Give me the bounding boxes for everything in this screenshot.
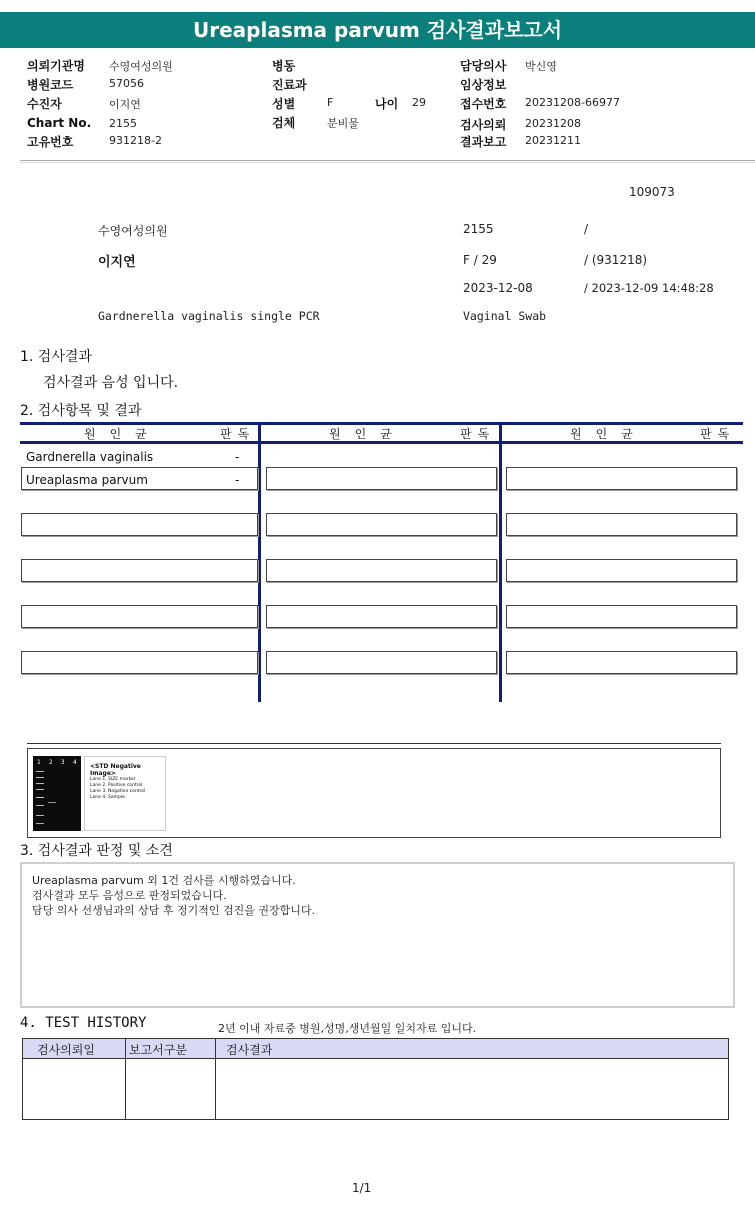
gel-legend-line: Lane 2. Positive control: [90, 783, 143, 788]
history-column-divider: [125, 1058, 126, 1119]
request-date-label: 검사의뢰: [460, 118, 507, 132]
pathogen-name: Ureaplasma parvum: [26, 473, 148, 487]
history-column-divider: [125, 1039, 126, 1059]
marker-band: [36, 805, 44, 806]
col-header-request-date: 검사의뢰일: [37, 1043, 95, 1057]
col-header-pathogen: 원인균: [329, 427, 406, 441]
gel-legend-line: Lane 4. Sample: [90, 795, 125, 800]
receipt-no-label: 접수번호: [460, 97, 507, 111]
request-date-value: 20231208: [525, 117, 581, 130]
info-separator: /: [584, 222, 589, 236]
info-collect-date: 2023-12-08: [463, 281, 533, 295]
gel-electrophoresis-image: [33, 756, 81, 831]
opinion-line: 검사결과 모두 음성으로 판정되었습니다.: [32, 889, 227, 902]
col-header-judge: 판독: [460, 427, 496, 441]
info-chart-no: 2155: [463, 222, 494, 236]
section4-title: 4. TEST HISTORY: [20, 1015, 147, 1031]
result-cell: [266, 605, 497, 628]
lane-number: 1: [37, 759, 41, 766]
col-header-pathogen: 원인균: [84, 427, 161, 441]
info-report-datetime: / 2023-12-09 14:48:28: [584, 281, 714, 295]
results-table-header-rule: [20, 441, 743, 444]
section1-summary: 검사결과 음성 입니다.: [43, 375, 179, 391]
marker-band: [36, 815, 44, 816]
col-header-judge: 판독: [700, 427, 736, 441]
result-cell: [21, 513, 258, 536]
results-column-divider: [258, 422, 261, 702]
pathogen-result: -: [235, 473, 240, 487]
specimen-label: 검체: [272, 116, 296, 130]
report-date-value: 20231211: [525, 134, 581, 147]
info-sex-age: F / 29: [463, 253, 497, 267]
marker-band: [36, 777, 44, 778]
col-header-judge: 판독: [220, 427, 256, 441]
result-cell: [21, 605, 258, 628]
result-cell: [266, 467, 497, 490]
section3-title: 3. 검사결과 판정 및 소견: [20, 843, 173, 859]
chart-no-value: 2155: [109, 117, 137, 130]
report-title: Ureaplasma parvum 검사결과보고서: [0, 12, 755, 48]
opinion-line: Ureaplasma parvum 외 1건 검사를 시행하였습니다.: [32, 874, 296, 887]
clinical-info-label: 임상정보: [460, 78, 507, 92]
page-number: 1/1: [352, 1181, 372, 1195]
sex-value: F: [327, 96, 334, 109]
history-table-body: [22, 1058, 729, 1120]
result-cell: [21, 559, 258, 582]
result-cell: [266, 513, 497, 536]
section2-title: 2. 검사항목 및 결과: [20, 403, 142, 419]
marker-band: [36, 789, 44, 790]
positive-band: [48, 802, 56, 803]
history-column-divider: [215, 1039, 216, 1059]
unique-no-label: 고유번호: [27, 135, 74, 149]
history-table-header: [22, 1038, 729, 1059]
opinion-box: [20, 862, 735, 1008]
doctor-value: 박신영: [525, 60, 557, 73]
marker-band: [36, 771, 44, 772]
result-cell: [506, 513, 737, 536]
ward-label: 병동: [272, 59, 296, 73]
result-cell: [506, 559, 737, 582]
patient-label: 수진자: [27, 97, 62, 111]
result-cell: [266, 559, 497, 582]
patient-value: 이지연: [109, 98, 141, 111]
history-column-divider: [215, 1058, 216, 1119]
gel-legend-line: Lane 3. Negative control: [90, 789, 146, 794]
hospital-code-value: 57056: [109, 77, 144, 90]
section1-title: 1. 검사결과: [20, 349, 92, 365]
result-cell: [506, 651, 737, 674]
institution-value: 수영여성의원: [109, 60, 173, 73]
result-cell: [266, 651, 497, 674]
doctor-label: 담당의사: [460, 59, 507, 73]
chart-no-label: Chart No.: [27, 116, 92, 130]
result-cell: [506, 605, 737, 628]
gel-legend-line: Lane 1. SIZE marker: [90, 777, 136, 782]
info-patient-name: 이지연: [98, 255, 136, 270]
sex-label: 성별: [272, 97, 296, 111]
gel-legend-title: <STD Negative Image>: [90, 763, 141, 777]
info-specimen: Vaginal Swab: [463, 309, 547, 323]
info-test-name: Gardnerella vaginalis single PCR: [98, 309, 320, 323]
report-code: 109073: [629, 185, 675, 199]
institution-label: 의뢰기관명: [27, 59, 85, 73]
results-column-divider: [499, 422, 502, 702]
marker-band: [36, 783, 44, 784]
image-top-rule: [27, 743, 721, 744]
pathogen-name: Gardnerella vaginalis: [26, 450, 154, 464]
col-header-report-type: 보고서구분: [129, 1043, 187, 1057]
gel-legend-panel: [84, 756, 166, 831]
receipt-no-value: 20231208-66977: [525, 96, 620, 109]
age-label: 나이: [375, 97, 399, 111]
unique-no-value: 931218-2: [109, 134, 162, 147]
opinion-line: 담당 의사 선생님과의 상담 후 정기적인 검진을 권장합니다.: [32, 904, 315, 917]
hospital-code-label: 병원코드: [27, 78, 74, 92]
report-date-label: 결과보고: [460, 135, 507, 149]
info-clinic: 수영여성의원: [98, 224, 168, 238]
result-cell: [506, 467, 737, 490]
dept-label: 진료과: [272, 78, 307, 92]
lane-number: 3: [61, 759, 65, 766]
history-note: 2년 이내 자료중 병원,성명,생년월일 일치자료 입니다.: [218, 1022, 477, 1035]
lane-number: 2: [49, 759, 53, 766]
result-cell: [21, 651, 258, 674]
pathogen-result: -: [235, 450, 240, 464]
col-header-result: 검사결과: [226, 1043, 273, 1057]
info-birth: / (931218): [584, 253, 648, 267]
marker-band: [36, 797, 44, 798]
lane-number: 4: [73, 759, 77, 766]
col-header-pathogen: 원인균: [570, 427, 647, 441]
age-value: 29: [412, 96, 426, 109]
marker-band: [36, 823, 44, 824]
header-divider: [20, 160, 755, 163]
specimen-value: 분비물: [327, 117, 359, 130]
